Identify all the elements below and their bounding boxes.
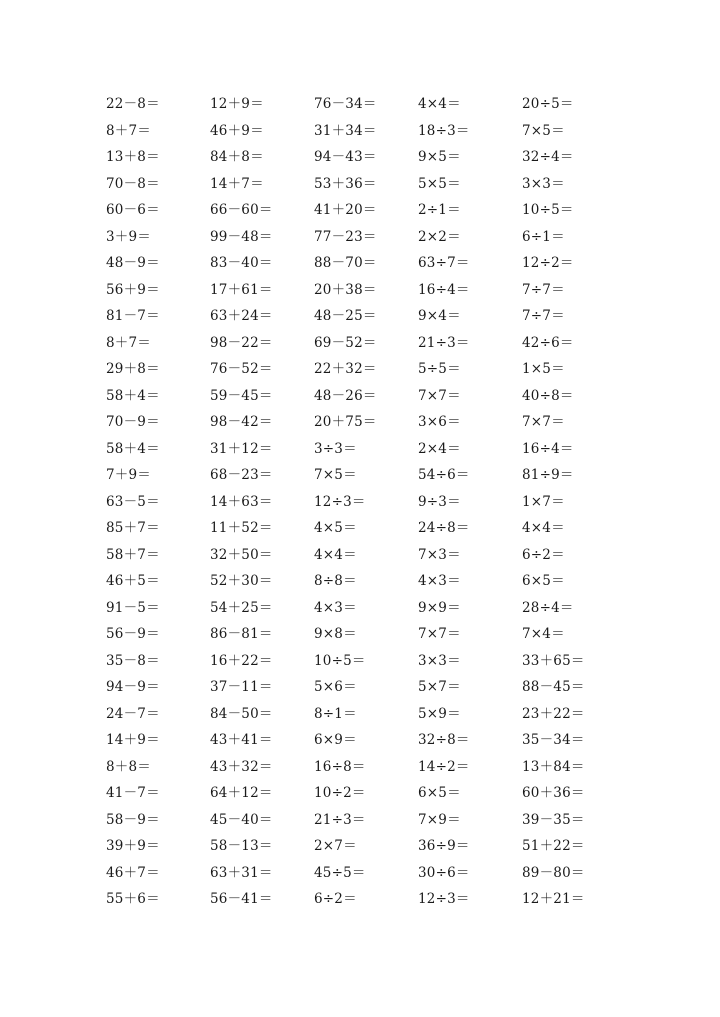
arithmetic-problem: 64＋12＝ <box>210 785 273 801</box>
problem-row <box>106 171 626 198</box>
arithmetic-problem: 8÷1＝ <box>314 705 357 722</box>
arithmetic-problem: 70－8＝ <box>106 175 160 192</box>
arithmetic-problem: 1×7＝ <box>522 493 565 510</box>
arithmetic-problem: 6×5＝ <box>418 785 461 801</box>
arithmetic-problem: 31＋12＝ <box>210 440 273 457</box>
arithmetic-problem: 48－26＝ <box>314 387 377 404</box>
arithmetic-problem: 53＋36＝ <box>314 175 377 192</box>
arithmetic-problem: 4×5＝ <box>314 520 357 536</box>
arithmetic-problem: 81÷9＝ <box>522 467 574 483</box>
arithmetic-problem: 21÷3＝ <box>314 811 366 828</box>
arithmetic-problem: 31＋34＝ <box>314 122 377 139</box>
problem-row <box>106 118 626 145</box>
problem-row <box>106 330 626 357</box>
arithmetic-problem: 5×7＝ <box>418 679 461 695</box>
arithmetic-problem: 76－34＝ <box>314 96 377 112</box>
arithmetic-problem: 12÷3＝ <box>314 493 366 510</box>
arithmetic-problem: 16÷4＝ <box>522 440 574 457</box>
arithmetic-problem: 9÷3＝ <box>418 493 461 510</box>
arithmetic-problem: 55＋6＝ <box>106 891 160 907</box>
arithmetic-problem: 7×3＝ <box>418 546 461 563</box>
arithmetic-problem: 12÷2＝ <box>522 255 574 271</box>
arithmetic-problem: 2×2＝ <box>418 228 461 245</box>
arithmetic-problem: 88－70＝ <box>314 255 377 271</box>
arithmetic-problem: 3×6＝ <box>418 414 461 430</box>
arithmetic-problem: 83－40＝ <box>210 255 273 271</box>
arithmetic-problem: 12÷3＝ <box>418 891 470 907</box>
arithmetic-problem: 4×4＝ <box>314 546 357 563</box>
arithmetic-problem: 41－7＝ <box>106 785 160 801</box>
arithmetic-problem: 14÷2＝ <box>418 758 470 775</box>
arithmetic-problem: 9×9＝ <box>418 599 461 616</box>
arithmetic-problem: 48－25＝ <box>314 308 377 324</box>
arithmetic-problem: 52＋30＝ <box>210 573 273 589</box>
arithmetic-problem: 22＋32＝ <box>314 361 377 377</box>
problem-row <box>106 542 626 569</box>
arithmetic-problem: 5×9＝ <box>418 705 461 722</box>
arithmetic-problem: 68－23＝ <box>210 467 273 483</box>
arithmetic-problem: 18÷3＝ <box>418 122 470 139</box>
arithmetic-problem: 69－52＝ <box>314 334 377 351</box>
problem-row <box>106 568 626 595</box>
arithmetic-problem: 84＋8＝ <box>210 149 264 165</box>
arithmetic-problem: 20＋75＝ <box>314 414 377 430</box>
problem-row <box>106 303 626 330</box>
arithmetic-problem: 13＋8＝ <box>106 149 160 165</box>
arithmetic-problem: 10÷5＝ <box>522 202 574 218</box>
arithmetic-problem: 60＋36＝ <box>522 785 585 801</box>
problem-row <box>106 383 626 410</box>
arithmetic-problem: 48－9＝ <box>106 255 160 271</box>
arithmetic-problem: 7×5＝ <box>522 122 565 139</box>
arithmetic-problem: 7×7＝ <box>418 626 461 642</box>
arithmetic-problem: 4×4＝ <box>418 96 461 112</box>
arithmetic-problem: 10÷5＝ <box>314 652 366 669</box>
problem-row <box>106 807 626 834</box>
arithmetic-problem: 39－35＝ <box>522 811 585 828</box>
arithmetic-problem: 9×5＝ <box>418 149 461 165</box>
arithmetic-problem: 46＋9＝ <box>210 122 264 139</box>
problem-row <box>106 436 626 463</box>
arithmetic-problem: 8＋7＝ <box>106 334 151 351</box>
arithmetic-problem: 9×8＝ <box>314 626 357 642</box>
arithmetic-problem: 70－9＝ <box>106 414 160 430</box>
arithmetic-problem: 14＋63＝ <box>210 493 273 510</box>
arithmetic-problem: 54＋25＝ <box>210 599 273 616</box>
problem-row <box>106 754 626 781</box>
arithmetic-problem: 2×4＝ <box>418 440 461 457</box>
arithmetic-problem: 4×3＝ <box>314 599 357 616</box>
arithmetic-problem: 12＋9＝ <box>210 96 264 112</box>
arithmetic-problem: 7×4＝ <box>522 626 565 642</box>
arithmetic-problem: 63＋24＝ <box>210 308 273 324</box>
arithmetic-problem: 7×7＝ <box>522 414 565 430</box>
arithmetic-problem: 98－22＝ <box>210 334 273 351</box>
arithmetic-problem: 7×5＝ <box>314 467 357 483</box>
arithmetic-problem: 2÷1＝ <box>418 202 461 218</box>
problem-row <box>106 409 626 436</box>
problem-row <box>106 621 626 648</box>
arithmetic-problem: 32＋50＝ <box>210 546 273 563</box>
arithmetic-problem: 98－42＝ <box>210 414 273 430</box>
arithmetic-problem: 35－34＝ <box>522 732 585 748</box>
arithmetic-problem: 24÷8＝ <box>418 520 470 536</box>
arithmetic-problem: 7×7＝ <box>418 387 461 404</box>
arithmetic-problem: 16÷8＝ <box>314 758 366 775</box>
arithmetic-problem: 63＋31＝ <box>210 864 273 881</box>
problem-row <box>106 277 626 304</box>
arithmetic-problem: 6×9＝ <box>314 732 357 748</box>
arithmetic-problem: 39＋9＝ <box>106 838 160 854</box>
problem-row <box>106 250 626 277</box>
arithmetic-problem: 13＋84＝ <box>522 758 585 775</box>
problem-row <box>106 780 626 807</box>
arithmetic-problem: 63－5＝ <box>106 493 160 510</box>
arithmetic-problem: 54÷6＝ <box>418 467 470 483</box>
arithmetic-problem: 21÷3＝ <box>418 334 470 351</box>
arithmetic-problem: 20÷5＝ <box>522 96 574 112</box>
arithmetic-problem: 3×3＝ <box>522 175 565 192</box>
arithmetic-problem: 84－50＝ <box>210 705 273 722</box>
arithmetic-problem: 58－9＝ <box>106 811 160 828</box>
arithmetic-problem: 16÷4＝ <box>418 281 470 298</box>
arithmetic-problem: 58＋4＝ <box>106 387 160 404</box>
arithmetic-problem: 81－7＝ <box>106 308 160 324</box>
arithmetic-problem: 11＋52＝ <box>210 520 273 536</box>
arithmetic-problem: 46＋5＝ <box>106 573 160 589</box>
arithmetic-problem: 58＋7＝ <box>106 546 160 563</box>
arithmetic-problem: 1×5＝ <box>522 361 565 377</box>
arithmetic-problem: 3÷3＝ <box>314 440 357 457</box>
arithmetic-problem: 5÷5＝ <box>418 361 461 377</box>
arithmetic-problem: 8＋7＝ <box>106 122 151 139</box>
problem-row <box>106 886 626 913</box>
problem-row <box>106 674 626 701</box>
arithmetic-problem: 41＋20＝ <box>314 202 377 218</box>
arithmetic-problem: 76－52＝ <box>210 361 273 377</box>
arithmetic-problem: 17＋61＝ <box>210 281 273 298</box>
arithmetic-problem: 9×4＝ <box>418 308 461 324</box>
arithmetic-problem: 8＋8＝ <box>106 758 151 775</box>
arithmetic-problem: 3＋9＝ <box>106 228 151 245</box>
arithmetic-problem: 88－45＝ <box>522 679 585 695</box>
arithmetic-problem: 6÷1＝ <box>522 228 565 245</box>
arithmetic-problem: 22－8＝ <box>106 96 160 112</box>
arithmetic-problem: 2×7＝ <box>314 838 357 854</box>
arithmetic-problem: 3×3＝ <box>418 652 461 669</box>
problem-row <box>106 462 626 489</box>
arithmetic-problem: 77－23＝ <box>314 228 377 245</box>
arithmetic-problem: 43＋41＝ <box>210 732 273 748</box>
arithmetic-problem: 45－40＝ <box>210 811 273 828</box>
arithmetic-problem: 94－9＝ <box>106 679 160 695</box>
arithmetic-problem: 8÷8＝ <box>314 573 357 589</box>
arithmetic-problem: 59－45＝ <box>210 387 273 404</box>
arithmetic-problem: 45÷5＝ <box>314 864 366 881</box>
problem-row <box>106 648 626 675</box>
arithmetic-problem: 28÷4＝ <box>522 599 574 616</box>
problem-row <box>106 197 626 224</box>
arithmetic-problem: 32÷4＝ <box>522 149 574 165</box>
problem-row <box>106 701 626 728</box>
arithmetic-problem: 46＋7＝ <box>106 864 160 881</box>
arithmetic-problem: 7÷7＝ <box>522 281 565 298</box>
arithmetic-problem: 56－41＝ <box>210 891 273 907</box>
arithmetic-problem: 33＋65＝ <box>522 652 585 669</box>
arithmetic-problem: 60－6＝ <box>106 202 160 218</box>
arithmetic-problem: 7＋9＝ <box>106 467 151 483</box>
problem-row <box>106 489 626 516</box>
arithmetic-problem: 42÷6＝ <box>522 334 574 351</box>
problem-row <box>106 595 626 622</box>
arithmetic-problem: 58＋4＝ <box>106 440 160 457</box>
arithmetic-problem: 4×3＝ <box>418 573 461 589</box>
arithmetic-problem: 23＋22＝ <box>522 705 585 722</box>
arithmetic-problem: 10÷2＝ <box>314 785 366 801</box>
arithmetic-problem: 56－9＝ <box>106 626 160 642</box>
problem-row <box>106 356 626 383</box>
arithmetic-problem: 43＋32＝ <box>210 758 273 775</box>
arithmetic-problem: 14＋7＝ <box>210 175 264 192</box>
arithmetic-problem: 86－81＝ <box>210 626 273 642</box>
arithmetic-problem: 56＋9＝ <box>106 281 160 298</box>
arithmetic-problem: 66－60＝ <box>210 202 273 218</box>
arithmetic-problem: 36÷9＝ <box>418 838 470 854</box>
arithmetic-problem: 29＋8＝ <box>106 361 160 377</box>
arithmetic-problem: 58－13＝ <box>210 838 273 854</box>
problem-row <box>106 860 626 887</box>
arithmetic-problem: 4×4＝ <box>522 520 565 536</box>
arithmetic-problem: 6÷2＝ <box>522 546 565 563</box>
problem-row <box>106 91 626 118</box>
arithmetic-problem: 20＋38＝ <box>314 281 377 298</box>
arithmetic-problem: 7×9＝ <box>418 811 461 828</box>
arithmetic-problem: 37－11＝ <box>210 679 273 695</box>
problem-row <box>106 833 626 860</box>
problem-row <box>106 727 626 754</box>
arithmetic-problem: 94－43＝ <box>314 149 377 165</box>
arithmetic-problem: 12＋21＝ <box>522 891 585 907</box>
arithmetic-problem: 16＋22＝ <box>210 652 273 669</box>
arithmetic-problem: 30÷6＝ <box>418 864 470 881</box>
arithmetic-problem: 24－7＝ <box>106 705 160 722</box>
arithmetic-problem: 6÷2＝ <box>314 891 357 907</box>
arithmetic-problem: 35－8＝ <box>106 652 160 669</box>
arithmetic-problem: 6×5＝ <box>522 573 565 589</box>
arithmetic-problem: 63÷7＝ <box>418 255 470 271</box>
arithmetic-problem: 91－5＝ <box>106 599 160 616</box>
arithmetic-problem: 32÷8＝ <box>418 732 470 748</box>
problem-row <box>106 515 626 542</box>
arithmetic-problem: 40÷8＝ <box>522 387 574 404</box>
arithmetic-problem: 89－80＝ <box>522 864 585 881</box>
arithmetic-problem: 7÷7＝ <box>522 308 565 324</box>
arithmetic-problem-grid <box>106 91 626 913</box>
arithmetic-problem: 5×6＝ <box>314 679 357 695</box>
problem-row <box>106 144 626 171</box>
arithmetic-problem: 51＋22＝ <box>522 838 585 854</box>
arithmetic-problem: 85＋7＝ <box>106 520 160 536</box>
arithmetic-problem: 14＋9＝ <box>106 732 160 748</box>
arithmetic-problem: 5×5＝ <box>418 175 461 192</box>
problem-row <box>106 224 626 251</box>
arithmetic-problem: 99－48＝ <box>210 228 273 245</box>
